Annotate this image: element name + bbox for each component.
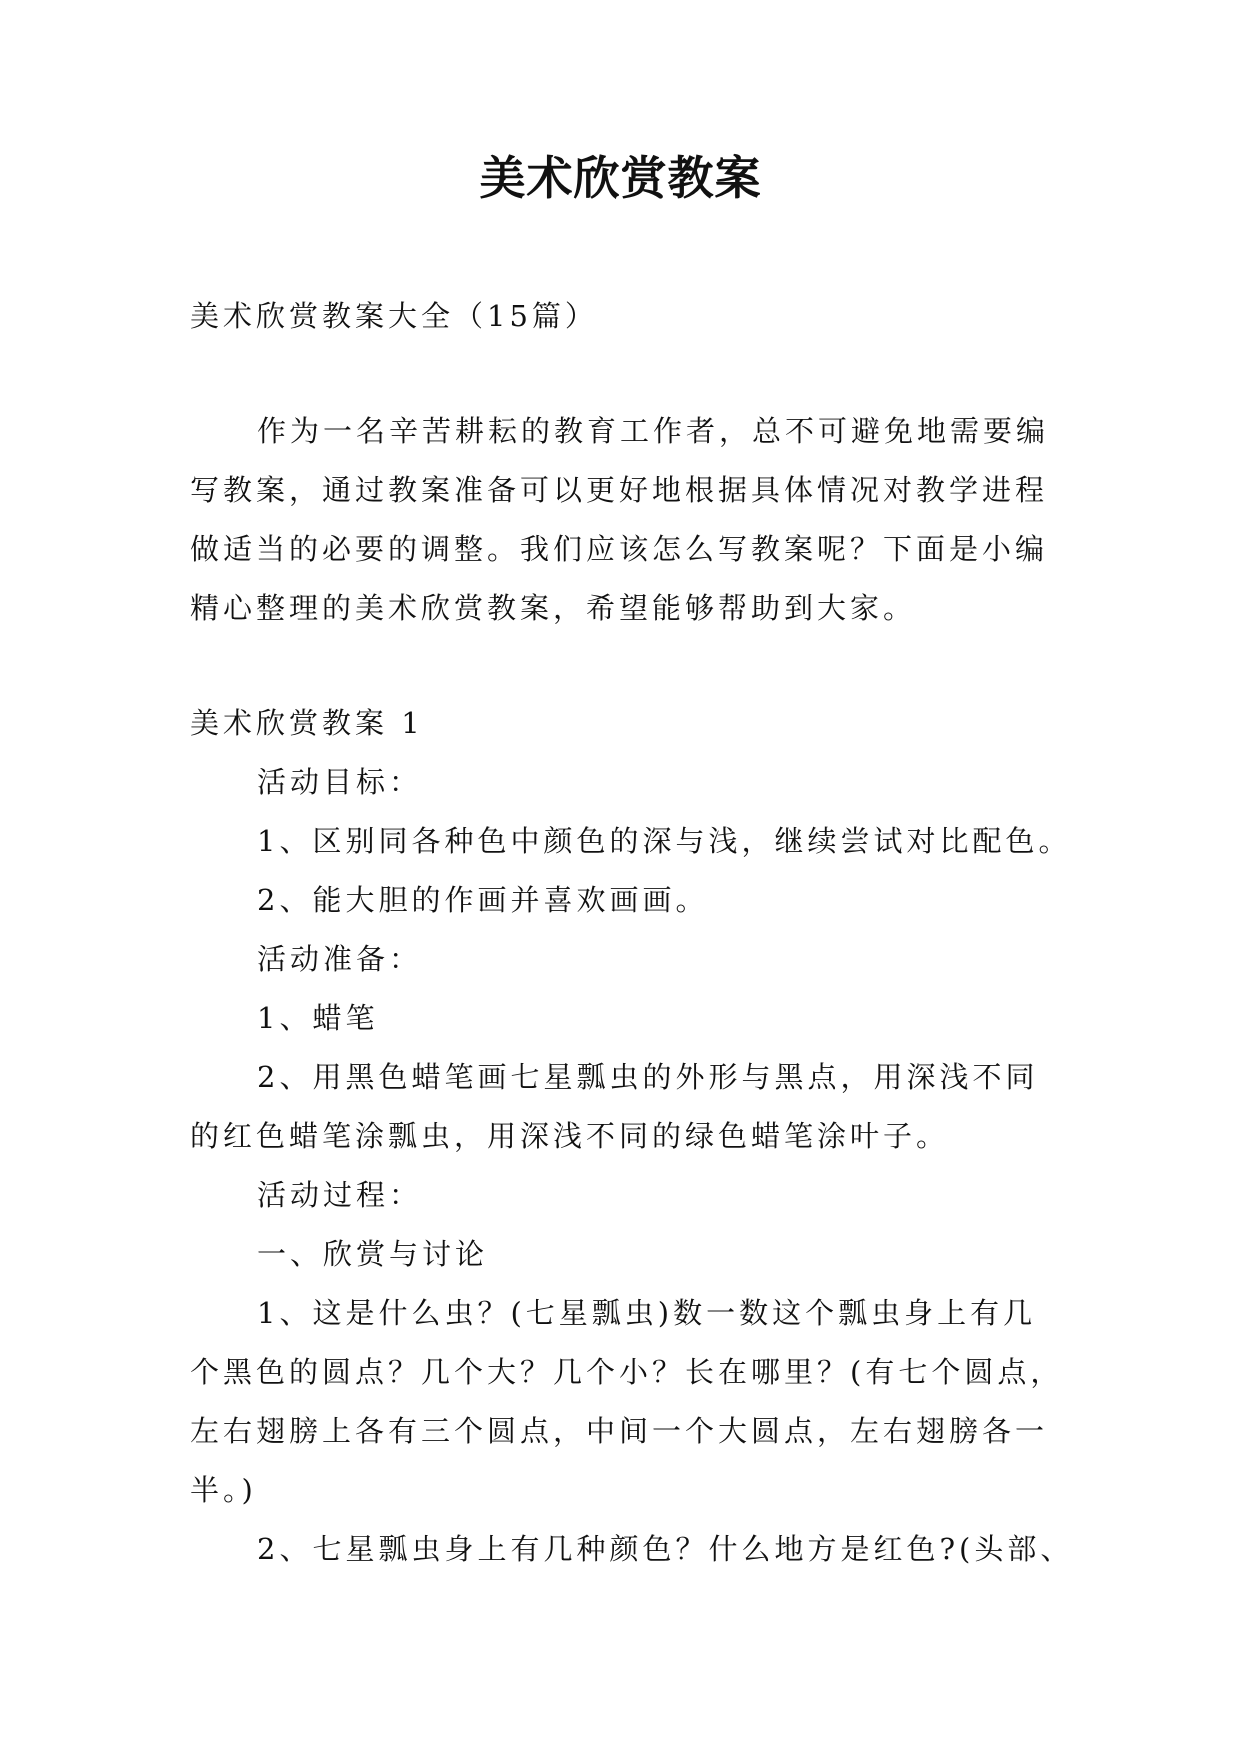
intro-line: 精心整理的美术欣赏教案，希望能够帮助到大家。 (190, 591, 917, 625)
question-line: 2、七星瓢虫身上有几种颜色？什么地方是红色?(头部、 (257, 1532, 1074, 1566)
question-line: 半。) (190, 1473, 257, 1507)
prep-item: 1、蜡笔 (257, 1001, 379, 1035)
goal-item: 2、能大胆的作画并喜欢画画。 (257, 883, 709, 917)
intro-line: 作为一名辛苦耕耘的教育工作者，总不可避免地需要编 (257, 414, 1050, 448)
question-line: 1、这是什么虫？(七星瓢虫)数一数这个瓢虫身上有几 (257, 1296, 1037, 1330)
page-title: 美术欣赏教案 (479, 151, 762, 205)
question-line: 左右翅膀上各有三个圆点，中间一个大圆点，左右翅膀各一 (190, 1414, 1049, 1448)
goal-item: 1、区别同各种色中颜色的深与浅，继续尝试对比配色。 (257, 824, 1072, 858)
prep-label: 活动准备： (257, 942, 423, 976)
part-heading: 一、欣赏与讨论 (257, 1237, 489, 1271)
intro-line: 写教案，通过教案准备可以更好地根据具体情况对教学进程 (190, 473, 1049, 507)
section-heading: 美术欣赏教案 1 (190, 706, 424, 740)
prep-item-line: 的红色蜡笔涂瓢虫，用深浅不同的绿色蜡笔涂叶子。 (190, 1119, 950, 1153)
document-subtitle: 美术欣赏教案大全（15篇） (190, 299, 598, 333)
goal-label: 活动目标： (257, 765, 423, 799)
intro-line: 做适当的必要的调整。我们应该怎么写教案呢？下面是小编 (190, 532, 1049, 566)
prep-item-line: 2、用黑色蜡笔画七星瓢虫的外形与黑点，用深浅不同 (257, 1060, 1039, 1094)
question-line: 个黑色的圆点？几个大？几个小？长在哪里？(有七个圆点， (190, 1355, 1064, 1389)
process-label: 活动过程： (257, 1178, 423, 1212)
